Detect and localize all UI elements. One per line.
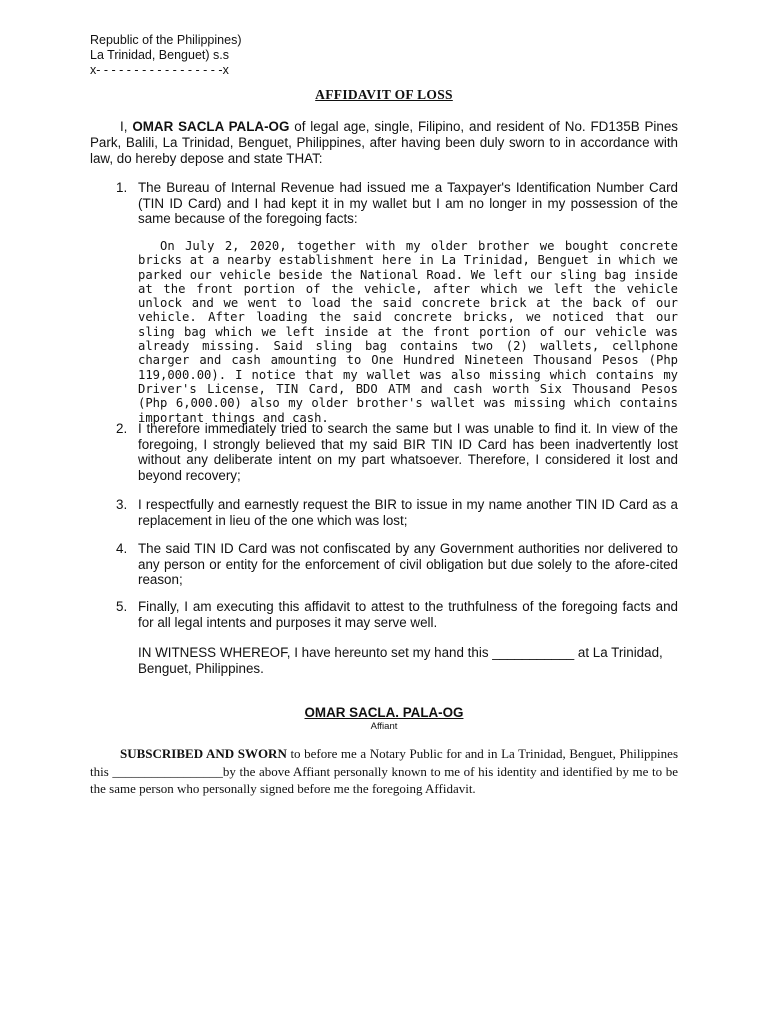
list-item [116, 180, 678, 227]
list-item [116, 421, 678, 483]
intro-rest: of legal age, single, Filipino, and resident of No. FD135B Pines Park, Balili, La Trinidad, Benguet, Philippines, after having been duly sworn to in accordance with law, do hereby depose and state THAT: [90, 119, 678, 166]
jurat-lead: SUBSCRIBED AND SWORN [120, 746, 287, 761]
list-item-text: I therefore immediately tried to search the same but I was unable to find it. In view of the foregoing, I strongly believed that my said BIR TIN ID Card has been inadvertently lost without any deliberate intent on my part whatsoever. Therefore, I considered it lost and beyond recovery; [138, 421, 678, 483]
document-title: AFFIDAVIT OF LOSS [315, 87, 453, 102]
list-item-text: I respectfully and earnestly request the BIR to issue in my name another TIN ID Card as a replacement in lieu of the one which was lost; [138, 497, 678, 528]
list-item-text: Finally, I am executing this affidavit to attest to the truthfulness of the foregoing facts and for all legal intents and purposes it may serve well. [138, 599, 678, 630]
list-item-number: 4. [116, 541, 128, 556]
venue-block [90, 33, 241, 78]
incident-narrative: On July 2, 2020, together with my older brother we bought concrete bricks at a nearby establishment here in La Trinidad, Benguet in which we parked our vehicle beside the National Road. We left our sling bag inside at the front portion of the vehicle, after which we left the vehicle unlock and we went to load the said concrete brick at the back of our vehicle. After loading the said concrete bricks, we noticed that our sling bag which we left inside at the front portion of our vehicle was already missing. Said sling bag contains two (2) wallets, cellphone charger and cash amounting to One Hundred Nineteen Thousand Pesos (Php 119,000.00). I notice that my wallet was also missing which contains my Driver's License, TIN Card, BDO ATM and cash worth Six Thousand Pesos (Php 6,000.00) also my older brother's wallet was missing which contains important things and cash. [138, 239, 678, 425]
list-item-text: The said TIN ID Card was not confiscated by any Government authorities nor delivered to any person or entity for the enforcement of civil obligation but due solely to the afore-cited reason; [138, 541, 678, 587]
affiant-name-intro: OMAR SACLA PALA-OG [132, 119, 290, 134]
venue-line-country: Republic of the Philippines) [90, 33, 242, 47]
list-item-number: 2. [116, 421, 128, 436]
list-item-number: 5. [116, 599, 128, 614]
jurat-rest: to before me a Notary Public for and in La Trinidad, Benguet, Philippines this _________________by the above Affiant personally known to me of his identity and identified by me to be the same person who personally signed before me the foregoing Affidavit. [90, 746, 678, 796]
venue-line-separator: x- - - - - - - - - - - - - - - - -x [90, 63, 229, 77]
witness-clause: IN WITNESS WHEREOF, I have hereunto set my hand this ___________ at La Trinidad, Benguet, Philippines. [138, 645, 663, 676]
affiant-signature-name: OMAR SACLA. PALA-OG [304, 705, 464, 720]
affiant-label: Affiant [370, 721, 398, 732]
list-item-number: 1. [116, 180, 128, 195]
jurat-paragraph [90, 745, 678, 798]
list-item [116, 497, 678, 528]
intro-lead: I, [120, 119, 133, 134]
list-item-number: 3. [116, 497, 128, 512]
intro-paragraph [90, 119, 678, 167]
list-item [116, 541, 678, 588]
list-item-text: The Bureau of Internal Revenue had issued me a Taxpayer's Identification Number Card (TIN ID Card) and I had kept it in my wallet but I am no longer in my possession of the same because of the foregoing facts: [138, 180, 678, 226]
list-item [116, 599, 678, 630]
venue-line-locality: La Trinidad, Benguet) s.s [90, 48, 229, 62]
